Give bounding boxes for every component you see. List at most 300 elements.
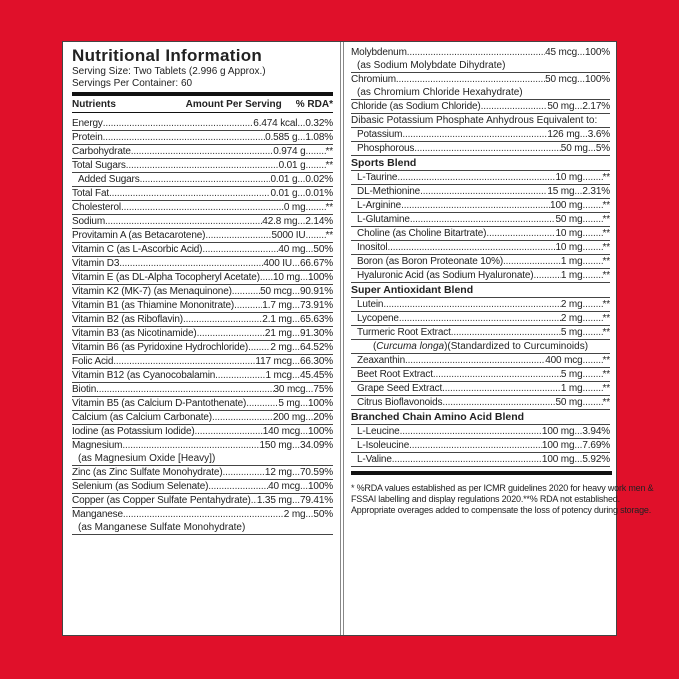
nutrient-row	[72, 117, 333, 131]
nutrient-rda: **	[602, 327, 610, 338]
nutrient-label: Cholesterol	[72, 202, 121, 213]
nutrient-label: Citrus Bioflavonoids	[357, 397, 443, 408]
nutrient-rda: 66.30%	[299, 356, 333, 367]
nutrient-row	[72, 131, 333, 145]
nutrient-label: Vitamin C (as L-Ascorbic Acid)	[72, 244, 203, 255]
leader-dots	[103, 117, 254, 130]
footnote-3: Appropriate overages added to compensate the loss of potency during storage.	[351, 505, 652, 515]
nutrient-amount: 50 mcg	[545, 74, 578, 85]
leader-dots	[433, 368, 561, 381]
nutrient-label: Provitamin A (as Betacarotene)	[72, 230, 206, 241]
nutrient-amount: 1 mcg	[265, 370, 292, 381]
nutrient-row	[72, 327, 333, 341]
leader-dots	[121, 201, 284, 214]
nutrient-label: Magnesium	[72, 440, 123, 451]
nutrient-label: Copper (as Copper Sulfate Pentahydrate)	[72, 495, 251, 506]
leader-dots	[300, 480, 308, 493]
nutrient-rda: 100%	[308, 426, 333, 437]
nutrient-label: Zinc (as Zinc Sulfate Monohydrate)	[72, 467, 223, 478]
curcuma-note	[351, 340, 610, 354]
nutrient-rda: **	[602, 200, 610, 211]
nutrient-rda: 70.59%	[299, 467, 333, 478]
nutrient-amount: 400 IU	[263, 258, 292, 269]
leader-dots	[583, 213, 603, 226]
nutrient-label: Lycopene	[357, 313, 399, 324]
leader-dots	[583, 199, 603, 212]
nutrient-label: Grape Seed Extract	[357, 383, 443, 394]
nutrient-amount: 5 mg	[278, 398, 301, 409]
nutrient-amount: 15 mg	[547, 186, 575, 197]
nutrient-row	[351, 46, 610, 59]
serving-size: Serving Size: Two Tablets (2.996 g Approx.)	[72, 66, 266, 77]
nutrient-amount: 126 mg	[547, 129, 580, 140]
column-divider	[340, 42, 344, 635]
nutrient-rda: 66.67%	[299, 258, 333, 269]
leader-dots	[292, 313, 300, 326]
leader-dots	[583, 241, 603, 254]
footnote-2a: FSSAI labelling and display regulations 2020.	[351, 494, 524, 504]
nutrient-note: (as Chromium Chloride Hexahydrate)	[351, 86, 610, 100]
leader-dots	[109, 187, 270, 200]
nutrient-label: Total Fat	[72, 188, 109, 199]
nutrient-note: (as Magnesium Oxide [Heavy])	[72, 452, 333, 466]
nutrient-label: Vitamin B2 (as Riboflavin)	[72, 314, 183, 325]
leader-dots	[574, 453, 582, 466]
nutrient-rda: 0.02%	[305, 174, 333, 185]
leader-dots	[407, 46, 545, 59]
nutrient-rda: 20%	[313, 412, 333, 423]
leader-dots	[292, 494, 300, 507]
nutrient-amount: 50 mg	[555, 397, 583, 408]
leader-dots	[392, 453, 542, 466]
nutrient-label: Vitamin K2 (MK-7) (as Menaquinone)	[72, 286, 232, 297]
nutrient-label: DL-Methionine	[357, 186, 421, 197]
leader-dots	[305, 383, 313, 396]
leader-dots	[205, 229, 271, 242]
leader-dots	[195, 425, 263, 438]
leader-dots	[292, 439, 300, 452]
nutrient-row	[72, 508, 333, 521]
leader-dots	[481, 100, 548, 113]
nutrient-amount: 50 mg	[547, 101, 575, 112]
nutrient-label: Vitamin E (as DL-Alpha Tocopheryl Acetate)	[72, 272, 260, 283]
leader-dots	[123, 508, 284, 521]
nutrient-row	[72, 397, 333, 411]
sports-blend-list	[351, 171, 610, 283]
leader-dots	[297, 187, 305, 200]
nutrient-rda: 34.09%	[299, 440, 333, 451]
dibasic-note: Dibasic Potassium Phosphate Anhydrous Equivalent to:	[351, 114, 610, 128]
leader-dots	[583, 326, 603, 339]
nutrient-rda: 5.92%	[582, 454, 610, 465]
nutrient-rda: 91.30%	[299, 328, 333, 339]
nutrient-note: (as Manganese Sulfate Monohydrate)	[72, 521, 333, 535]
nutrient-rda: **	[602, 383, 610, 394]
nutrient-rda: 2.31%	[582, 186, 610, 197]
nutrient-rda: 0.01%	[305, 188, 333, 199]
bcaa-blend-list	[351, 425, 610, 467]
leader-dots	[305, 243, 313, 256]
nutrient-row	[351, 312, 610, 326]
nutrient-rda: 50%	[313, 509, 333, 520]
nutrient-amount: 0.974 g	[273, 146, 306, 157]
nutrient-label: L-Taurine	[357, 172, 398, 183]
nutrient-row	[351, 73, 610, 86]
nutrient-row	[351, 185, 610, 199]
nutrient-row	[72, 341, 333, 355]
nutrient-label: Phosphorous	[357, 143, 415, 154]
nutrient-amount: 5000 IU	[271, 230, 306, 241]
leader-dots	[583, 227, 603, 240]
nutrient-rda: 0.32%	[305, 118, 333, 129]
nutrient-rda: **	[602, 172, 610, 183]
leader-dots	[396, 73, 545, 86]
nutrient-rda: **	[602, 397, 610, 408]
nutrient-rda: **	[602, 299, 610, 310]
leader-dots	[574, 439, 582, 452]
nutrient-label: L-Isoleucine	[357, 440, 410, 451]
leader-dots	[583, 382, 603, 395]
nutrient-label: Beet Root Extract	[357, 369, 433, 380]
footnotes	[351, 483, 654, 516]
nutrient-amount: 2 mg	[560, 313, 583, 324]
leader-dots	[105, 215, 262, 228]
antioxidant-list-a	[351, 298, 610, 340]
leader-dots	[208, 480, 268, 493]
nutrient-rda: 100%	[585, 47, 610, 58]
nutrient-row	[72, 243, 333, 257]
nutrient-rda: 64.52%	[299, 342, 333, 353]
nutrient-rda: 3.94%	[582, 426, 610, 437]
leader-dots	[574, 425, 582, 438]
nutrient-amount: 400 mcg	[545, 355, 583, 366]
leader-dots	[297, 117, 305, 130]
leader-dots	[405, 354, 545, 367]
leader-dots	[300, 271, 308, 284]
nutrient-label: Folic Acid	[72, 356, 114, 367]
nutrient-row	[351, 453, 610, 467]
nutrient-rda: 100%	[308, 481, 333, 492]
nutrient-rda: **	[602, 369, 610, 380]
nutrient-row	[72, 494, 333, 508]
nutrient-rda: 1.08%	[305, 132, 333, 143]
nutrient-row	[351, 298, 610, 312]
nutrient-label: Vitamin B1 (as Thiamine Mononitrate)	[72, 300, 235, 311]
nutrient-rda: **	[602, 355, 610, 366]
leader-dots	[574, 100, 582, 113]
nutrient-row	[351, 326, 610, 340]
nutrient-amount: 50 mg	[560, 143, 588, 154]
nutrient-amount: 50 mg	[555, 214, 583, 225]
leader-dots	[383, 298, 561, 311]
nutrient-row	[351, 227, 610, 241]
leader-dots	[131, 145, 273, 158]
nutrient-amount: 0.01 g	[270, 188, 298, 199]
nutrient-label: Vitamin B5 (as Calcium D-Pantothenate)	[72, 398, 247, 409]
right-column	[345, 42, 654, 635]
nutrient-row	[351, 241, 610, 255]
leader-dots	[305, 508, 313, 521]
leader-dots	[306, 159, 326, 172]
nutrient-label: Total Sugars	[72, 160, 126, 171]
header-rda: % RDA*	[295, 98, 333, 110]
nutrient-label: Molybdenum	[351, 47, 407, 58]
leader-dots	[399, 312, 561, 325]
nutrient-label: Vitamin D3	[72, 258, 120, 269]
nutrient-row	[351, 213, 610, 227]
nutrient-label: Vitamin B12 (as Cyanocobalamin	[72, 370, 216, 381]
nutrient-amount: 2 mg	[270, 342, 292, 353]
nutrient-amount: 12 mg	[264, 467, 292, 478]
leader-dots	[588, 142, 596, 155]
leader-dots	[420, 185, 547, 198]
nutrient-row	[72, 480, 333, 494]
nutrient-rda: **	[602, 214, 610, 225]
leader-dots	[577, 46, 585, 59]
nutrient-amount: 6.474 kcal	[253, 118, 298, 129]
leader-dots	[212, 411, 273, 424]
bottom-rule	[351, 471, 612, 475]
nutrient-rda: **	[325, 146, 333, 157]
leader-dots	[292, 466, 300, 479]
leader-dots	[246, 397, 278, 410]
nutrient-amount: 150 mg	[259, 440, 292, 451]
nutrient-rda: **	[325, 202, 333, 213]
nutrient-label: Inositol	[357, 242, 388, 253]
nutrient-amount: 50 mcg	[260, 286, 292, 297]
nutrient-label: Carbohydrate	[72, 146, 131, 157]
nutrient-amount: 5 mg	[560, 369, 583, 380]
nutrient-row	[72, 411, 333, 425]
antioxidant-list-b	[351, 354, 610, 410]
nutrient-row	[351, 269, 610, 283]
nutrient-label: Vitamin B6 (as Pyridoxine Hydrochloride)	[72, 342, 249, 353]
nutrient-row	[72, 466, 333, 480]
nutrient-label: Lutein	[357, 299, 384, 310]
nutrient-rda: 79.41%	[299, 495, 333, 506]
leader-dots	[583, 396, 603, 409]
nutrient-label: Calcium (as Calcium Carbonate)	[72, 412, 212, 423]
nutrient-label: Choline (as Choline Bitartrate)	[357, 228, 487, 239]
nutrient-amount: 2.1 mg	[262, 314, 292, 325]
nutrient-row	[351, 128, 610, 142]
leader-dots	[486, 227, 555, 240]
nutrient-label: Hyaluronic Acid (as Sodium Hyaluronate)	[357, 270, 534, 281]
right-mineral-list	[351, 46, 610, 114]
nutrient-rda: 90.91%	[299, 286, 333, 297]
nutrient-amount: 1.7 mg	[262, 300, 292, 311]
leader-dots	[113, 355, 255, 368]
left-column	[63, 42, 339, 635]
nutrient-rda: **	[602, 256, 610, 267]
leader-dots	[397, 171, 555, 184]
nutrient-amount: 0 mg	[283, 202, 306, 213]
leader-dots	[140, 173, 271, 186]
nutrient-row	[351, 439, 610, 453]
leader-dots	[248, 341, 270, 354]
leader-dots	[234, 299, 262, 312]
nutrient-row	[351, 354, 610, 368]
leader-dots	[119, 257, 263, 270]
nutrient-row	[351, 382, 610, 396]
nutrient-rda: **	[325, 160, 333, 171]
panel-title: Nutritional Information	[72, 46, 263, 65]
sports-blend-title: Sports Blend	[351, 156, 610, 171]
header-nutrients: Nutrients	[72, 98, 116, 110]
nutrient-label: Potassium	[357, 129, 403, 140]
nutrient-rda: 2.17%	[582, 101, 610, 112]
nutrient-rda: 75%	[313, 384, 333, 395]
nutrient-amount: 2 mg	[560, 299, 583, 310]
leader-dots	[305, 411, 313, 424]
nutrient-rda: 65.63%	[299, 314, 333, 325]
leader-dots	[306, 145, 326, 158]
leader-dots	[583, 354, 603, 367]
nutrient-amount: 10 mg	[555, 242, 583, 253]
header-amount: Amount Per Serving	[185, 98, 282, 110]
nutrient-row	[72, 299, 333, 313]
nutrient-label: Energy	[72, 118, 103, 129]
nutrient-label: Boron (as Boron Proteonate 10%)	[357, 256, 503, 267]
nutrient-rda: 45.45%	[299, 370, 333, 381]
leader-dots	[574, 185, 582, 198]
nutrient-label: Vitamin B3 (as Nicotinamide)	[72, 328, 197, 339]
leader-dots	[388, 241, 556, 254]
leader-dots	[583, 171, 603, 184]
nutrition-panel	[62, 41, 654, 636]
leader-dots	[297, 131, 305, 144]
nutrient-amount: 100 mg	[541, 454, 575, 465]
nutrient-row	[351, 199, 610, 213]
nutrient-rda: **	[602, 242, 610, 253]
nutrient-amount: 10 mg	[555, 172, 583, 183]
left-nutrient-list	[72, 117, 333, 535]
leader-dots	[292, 341, 300, 354]
table-header	[72, 96, 333, 112]
leader-dots	[503, 255, 561, 268]
footnote-2b: **% RDA not established.	[523, 494, 620, 504]
nutrient-amount: 40 mcg	[268, 481, 301, 492]
leader-dots	[292, 299, 300, 312]
leader-dots	[292, 327, 300, 340]
nutrient-amount: 5 mg	[560, 327, 583, 338]
nutrient-note: (as Sodium Molybdate Dihydrate)	[351, 59, 610, 73]
nutrient-rda: 100%	[585, 74, 610, 85]
leader-dots	[122, 439, 259, 452]
leader-dots	[300, 425, 308, 438]
nutrient-row	[72, 313, 333, 327]
nutrient-amount: 1.35 mg	[256, 495, 292, 506]
curcuma-open: (	[372, 341, 377, 352]
nutrient-rda: **	[602, 270, 610, 281]
leader-dots	[442, 396, 555, 409]
nutrient-amount: 0.585 g	[265, 132, 298, 143]
nutrient-amount: 100 mg	[550, 200, 583, 211]
leader-dots	[583, 312, 603, 325]
leader-dots	[583, 368, 603, 381]
nutrient-amount: 45 mcg	[545, 47, 578, 58]
nutrient-rda: 100%	[308, 398, 333, 409]
leader-dots	[401, 199, 550, 212]
nutrient-label: Turmeric Root Extract	[357, 327, 451, 338]
nutrient-row	[72, 257, 333, 271]
leader-dots	[451, 326, 561, 339]
leader-dots	[577, 73, 585, 86]
nutrient-amount: 140 mcg	[262, 426, 301, 437]
nutrient-rda: **	[325, 230, 333, 241]
nutrient-label: L-Arginine	[357, 200, 402, 211]
nutrient-label: L-Glutamine	[357, 214, 410, 225]
nutrient-label: Added Sugars	[78, 174, 140, 185]
nutrient-row	[72, 425, 333, 439]
nutrient-amount: 0.01 g	[278, 160, 306, 171]
leader-dots	[126, 159, 279, 172]
leader-dots	[223, 466, 265, 479]
nutrient-row	[351, 100, 610, 114]
potassium-phosphorous-list	[351, 128, 610, 156]
nutrient-label: Sodium	[72, 216, 106, 227]
leader-dots	[400, 425, 542, 438]
curcuma-italic: Curcuma longa	[376, 341, 445, 352]
leader-dots	[583, 298, 603, 311]
leader-dots	[232, 285, 260, 298]
bcaa-blend-title: Branched Chain Amino Acid Blend	[351, 410, 610, 425]
nutrient-label: Zeaxanthin	[357, 355, 405, 366]
servings-per-container: Servings Per Container: 60	[72, 77, 193, 89]
nutrient-row	[72, 439, 333, 452]
leader-dots	[414, 142, 561, 155]
nutrient-row	[351, 425, 610, 439]
leader-dots	[292, 257, 300, 270]
leader-dots	[306, 201, 326, 214]
leader-dots	[260, 271, 273, 284]
nutrient-rda: 50%	[313, 244, 333, 255]
leader-dots	[442, 382, 561, 395]
nutrient-amount: 21 mg	[264, 328, 292, 339]
nutrient-label: Selenium (as Sodium Selenate)	[72, 481, 209, 492]
nutrient-row	[72, 271, 333, 285]
leader-dots	[306, 229, 326, 242]
nutrient-row	[72, 201, 333, 215]
leader-dots	[297, 215, 305, 228]
nutrient-row	[72, 383, 333, 397]
nutrient-label: Protein	[72, 132, 103, 143]
header-rule	[72, 112, 333, 113]
nutrient-row	[351, 396, 610, 410]
nutrient-amount: 100 mg	[541, 426, 575, 437]
nutrient-row	[351, 142, 610, 156]
nutrient-amount: 42.8 mg	[262, 216, 298, 227]
leader-dots	[215, 369, 265, 382]
leader-dots	[292, 355, 300, 368]
nutrient-row	[72, 173, 333, 187]
nutrient-row	[351, 171, 610, 185]
leader-dots	[183, 313, 262, 326]
nutrient-amount: 1 mg	[560, 270, 583, 281]
nutrient-label: Biotin	[72, 384, 97, 395]
nutrient-amount: 200 mg	[272, 412, 306, 423]
nutrient-label: Iodine (as Potassium Iodide)	[72, 426, 195, 437]
nutrient-rda: 3.6%	[587, 129, 610, 140]
nutrient-row	[351, 368, 610, 382]
leader-dots	[202, 243, 278, 256]
nutrient-row	[72, 215, 333, 229]
nutrient-amount: 100 mg	[541, 440, 575, 451]
nutrient-rda: 2.14%	[305, 216, 333, 227]
leader-dots	[297, 173, 305, 186]
nutrient-label: Chromium	[351, 74, 396, 85]
leader-dots	[292, 369, 300, 382]
